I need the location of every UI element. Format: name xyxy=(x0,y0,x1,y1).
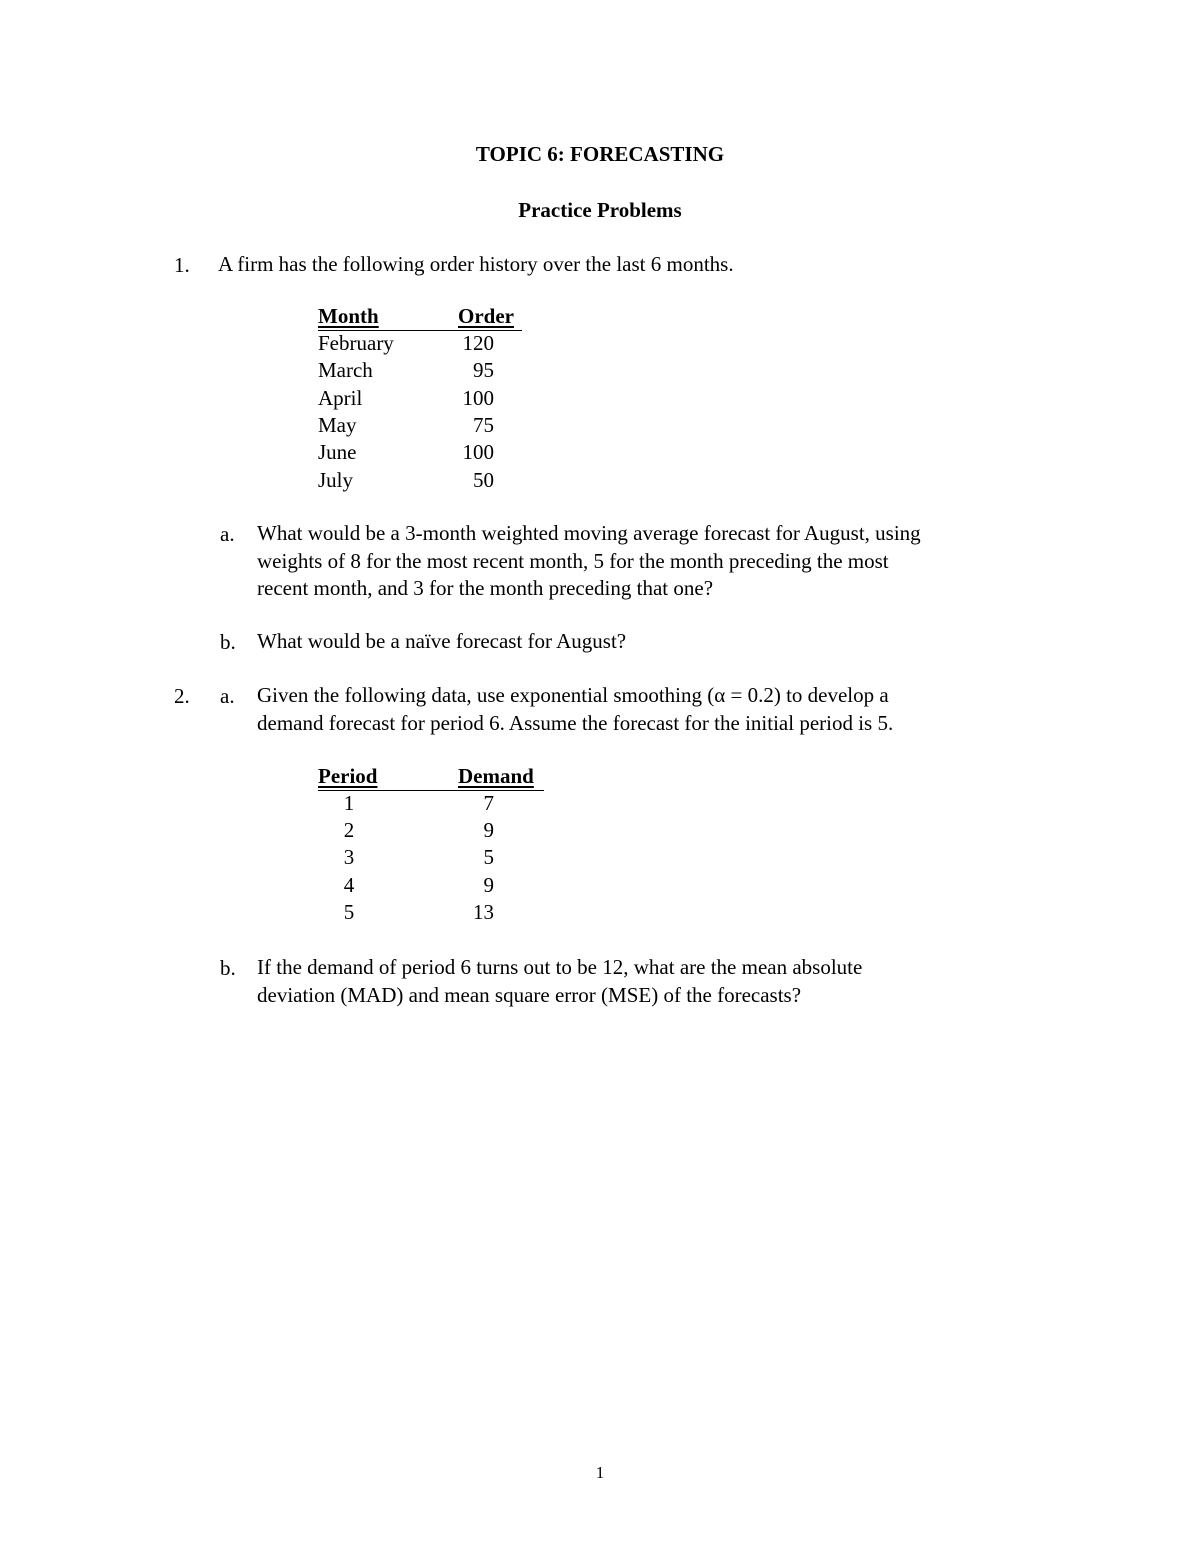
table1-order: 75 xyxy=(473,413,494,437)
table1-order: 100 xyxy=(462,440,494,464)
text-line: deviation (MAD) and mean square error (MSE) of the forecasts? xyxy=(257,982,802,1007)
table2-demand: 9 xyxy=(483,873,494,897)
problem-2-number: 2. xyxy=(174,684,190,708)
table2-period: 1 xyxy=(343,791,355,815)
problem-1a-text xyxy=(257,520,921,603)
problem-2a-text xyxy=(257,682,893,737)
text-line: recent month, and 3 for the month preceding that one? xyxy=(257,576,714,600)
table1-header-order: Order xyxy=(458,304,514,328)
table1-month: February xyxy=(318,331,394,355)
table2-period: 5 xyxy=(343,900,355,924)
table2-demand: 9 xyxy=(483,818,494,842)
table2-period: 3 xyxy=(343,845,355,869)
table2-header-demand: Demand xyxy=(458,764,534,788)
table2-demand: 5 xyxy=(483,845,494,869)
problem-2b-text xyxy=(257,954,862,1009)
page-title: TOPIC 6: FORECASTING xyxy=(475,142,725,166)
text-line: If the demand of period 6 turns out to be 12, what are the mean absolute xyxy=(257,955,863,979)
table1-order: 95 xyxy=(473,358,494,382)
table2-header-period: Period xyxy=(318,764,378,788)
problem-2a-label: a. xyxy=(220,684,235,708)
text-line: weights of 8 for the most recent month, 5 for the month preceding the most xyxy=(257,548,889,573)
problem-1b-label: b. xyxy=(220,630,236,654)
problem-1-intro: A firm has the following order history over the last 6 months. xyxy=(218,252,734,276)
text-line: demand forecast for period 6. Assume the forecast for the initial period is 5. xyxy=(257,710,894,735)
text-line: What would be a 3-month weighted moving average forecast for August, using xyxy=(257,521,921,545)
table1-order: 50 xyxy=(473,468,494,492)
table1-month: March xyxy=(318,358,373,382)
page-number: 1 xyxy=(595,1463,605,1482)
table1-order: 100 xyxy=(462,386,494,410)
table2-period: 4 xyxy=(343,873,355,897)
table1-month: June xyxy=(318,440,357,464)
table2-demand: 7 xyxy=(483,791,494,815)
table2-demand: 13 xyxy=(473,900,494,924)
table1-month: May xyxy=(318,413,357,437)
problem-1b-text: What would be a naïve forecast for August? xyxy=(257,629,627,653)
table1-header-month: Month xyxy=(318,304,379,328)
problem-2b-label: b. xyxy=(220,956,236,980)
page-subtitle: Practice Problems xyxy=(518,198,682,222)
table1-month: April xyxy=(318,386,363,410)
problem-1a-label: a. xyxy=(220,522,235,546)
text-line: Given the following data, use exponential smoothing (α = 0.2) to develop a xyxy=(257,683,889,707)
table2-period: 2 xyxy=(343,818,355,842)
problem-1-number: 1. xyxy=(174,253,190,277)
table1-order: 120 xyxy=(462,331,494,355)
table1-month: July xyxy=(318,468,354,492)
